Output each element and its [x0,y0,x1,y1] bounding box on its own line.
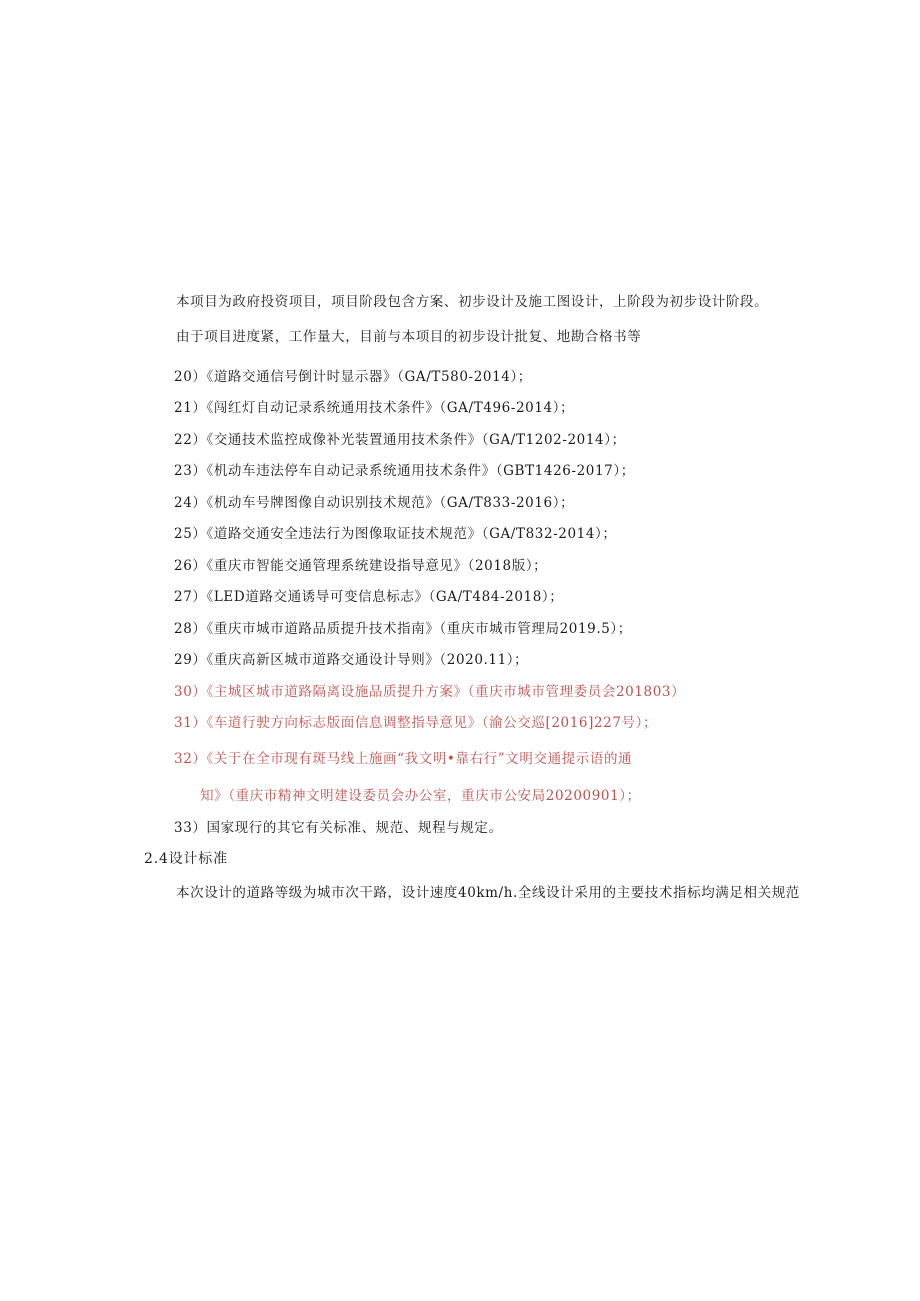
standard-item-32: 32）《关于在全市现有斑马线上施画“我文明•靠右行”文明交通提示语的通 [174,751,633,767]
standard-item-32-continued: 知》（重庆市精神文明建设委员会办公室，重庆市公安局20200901）； [200,788,641,804]
standard-item-26: 26）《重庆市智能交通管理系统建设指导意见》（2018版）； [174,558,548,574]
standard-item-30: 30）《主城区城市道路隔离设施品质提升方案》（重庆市城市管理委员会201803） [174,684,686,700]
standard-item-20: 20）《道路交通信号倒计时显示器》（GA/T580-2014）； [174,369,532,385]
standard-item-31: 31）《车道行驶方向标志版面信息调整指导意见》（渝公交巡[2016]227号）； [174,715,658,731]
standard-item-27: 27）《LED道路交通诱导可变信息标志》（GA/T484-2018）； [174,589,564,605]
standard-item-21: 21）《闯红灯自动记录系统通用技术条件》（GA/T496-2014）； [174,400,575,416]
standard-item-28: 28）《重庆市城市道路品质提升技术指南》（重庆市城市管理局2019.5）； [174,621,632,637]
standard-item-25: 25）《道路交通安全违法行为图像取证技术规范》（GA/T832-2014）； [174,526,617,542]
standard-item-33: 33）国家现行的其它有关标准、规范、规程与规定。 [174,820,503,836]
standard-item-23: 23）《机动车违法停车自动记录系统通用技术条件》（GBT1426-2017）； [174,463,635,479]
standard-item-22: 22）《交通技术监控成像补光装置通用技术条件》（GA/T1202-2014）； [174,432,626,448]
section-body: 本次设计的道路等级为城市次干路，设计速度40km/h.全线设计采用的主要技术指标均满足相关规范 [176,885,800,901]
standard-item-24: 24）《机动车号牌图像自动识别技术规范》（GA/T833-2016）； [174,495,575,511]
section-heading: 2.4设计标准 [144,851,228,867]
intro-line-2: 由于项目进度紧，工作量大，目前与本项目的初步设计批复、地勘合格书等 [176,329,642,345]
intro-line-1: 本项目为政府投资项目，项目阶段包含方案、初步设计及施工图设计，上阶段为初步设计阶段。 [176,294,769,310]
standard-item-29: 29）《重庆高新区城市道路交通设计导则》（2020.11）； [174,652,529,668]
